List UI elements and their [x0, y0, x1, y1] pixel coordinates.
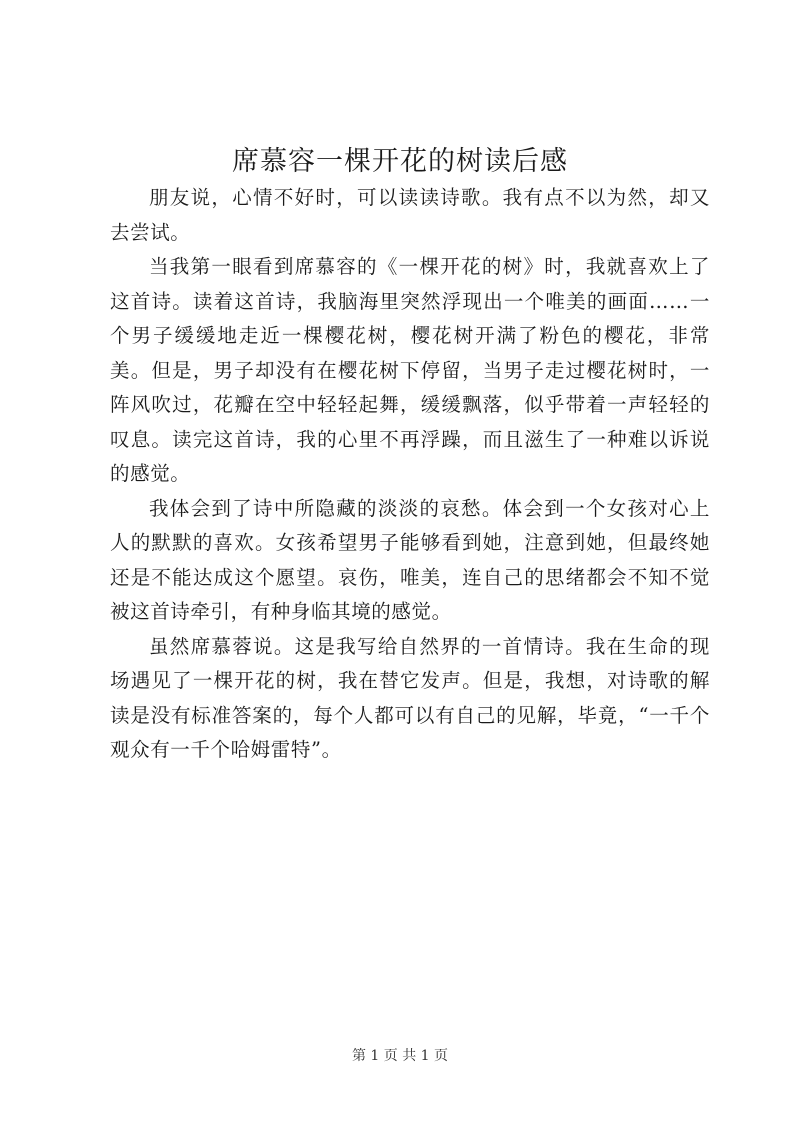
paragraph-2: 当我第一眼看到席慕容的《一棵开花的树》时，我就喜欢上了这首诗。读着这首诗，我脑海里突然浮现出一个唯美的画面……一个男子缓缓地走近一棵樱花树，樱花树开满了粉色的樱花，非常美。但是，男子却没有在樱花树下停留，当男子走过樱花树时，一阵风吹过，花瓣在空中轻轻起舞，缓缓飘落，似乎带着一声轻轻的叹息。读完这首诗，我的心里不再浮躁，而且滋生了一种难以诉说的感觉。 — [110, 255, 710, 485]
paragraph-3: 我体会到了诗中所隐藏的淡淡的哀愁。体会到一个女孩对心上人的默默的喜欢。女孩希望男子能够看到她，注意到她，但最终她还是不能达成这个愿望。哀伤，唯美，连自己的思绪都会不知不觉被这首诗牵引，有种身临其境的感觉。 — [110, 496, 710, 623]
document-title: 席慕容一棵开花的树读后感 — [232, 146, 568, 177]
paragraph-4: 虽然席慕蓉说。这是我写给自然界的一首情诗。我在生命的现场遇见了一棵开花的树，我在替它发声。但是，我想，对诗歌的解读是没有标准答案的，每个人都可以有自己的见解，毕竟，“一千个观众有一千个哈姆雷特”。 — [110, 634, 710, 761]
paragraph-1: 朋友说，心情不好时，可以读读诗歌。我有点不以为然，却又去尝试。 — [110, 186, 710, 244]
page-number-footer: 第 1 页 共 1 页 — [351, 1048, 449, 1064]
document-body — [110, 181, 710, 768]
